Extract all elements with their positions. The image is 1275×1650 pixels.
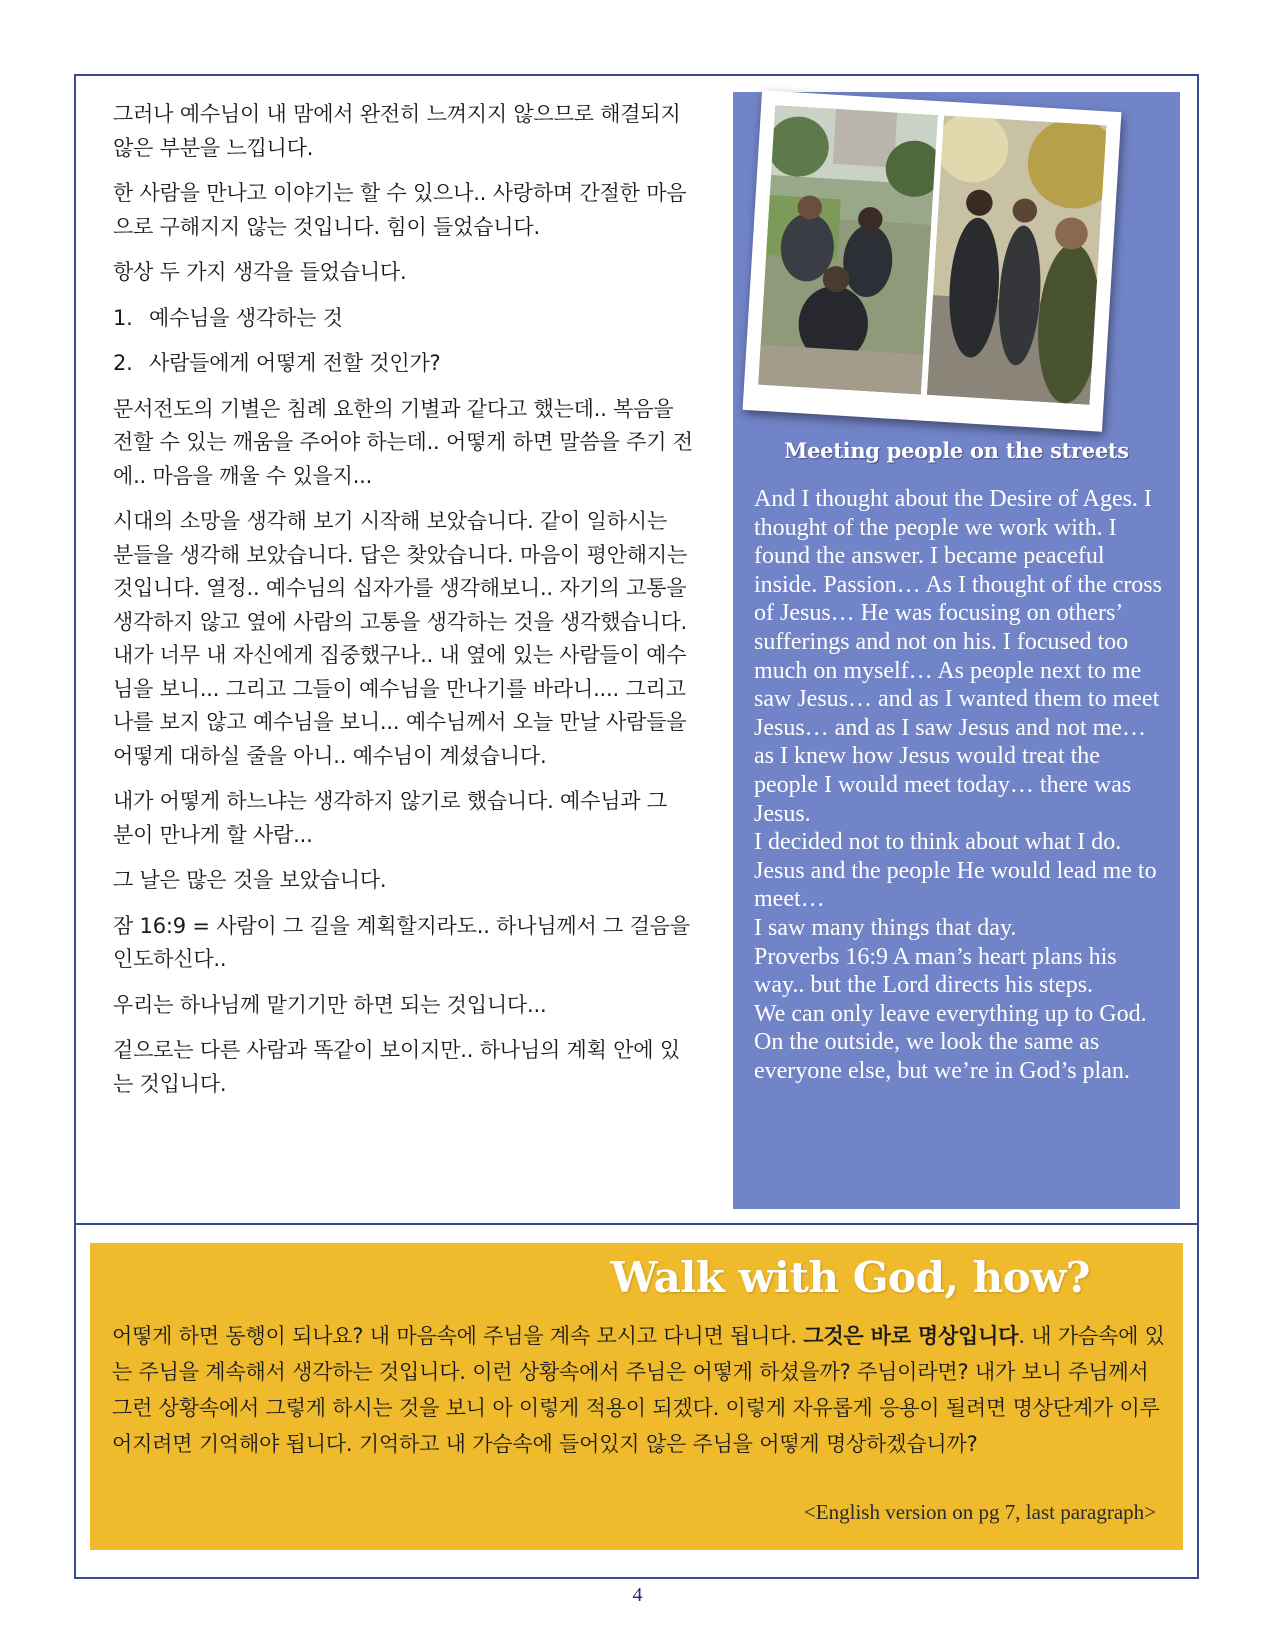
sidebar-paragraph: We can only leave everything up to God. bbox=[754, 1000, 1147, 1027]
article-paragraph: 그러나 예수님이 내 맘에서 완전히 느껴지지 않으므로 해결되지 않은 부분을 느낍니다. bbox=[113, 102, 681, 160]
article-paragraph: 잠 16:9 = 사람이 그 길을 계획할지라도.. 하나님께서 그 걸음을 인도하신다.. bbox=[113, 913, 690, 971]
walk-with-god-text bbox=[112, 1318, 1172, 1462]
list-text: 예수님을 생각하는 것 bbox=[149, 305, 343, 330]
walk-text-bold: 그것은 바로 명상입니다 bbox=[803, 1324, 1019, 1348]
korean-article-column bbox=[113, 98, 693, 1113]
photo-caption: Meeting people on the streets bbox=[784, 438, 1129, 463]
article-paragraph: 문서전도의 기별은 침례 요한의 기별과 같다고 했는데.. 복음을 전할 수 있는 깨움을 주어야 하는데.. 어떻게 하면 말씀을 주기 전에.. 마음을 깨울 수 있을지... bbox=[113, 396, 693, 488]
article-paragraph: 시대의 소망을 생각해 보기 시작해 보았습니다. 같이 일하시는 분들을 생각해 보았습니다. 답은 찾았습니다. 마음이 평안해지는 것입니다. 열정.. 예수님의 십자가를 생각해보니.. 자기의 고통을 생각하지 않고 옆에 사람의 고통을 생각하는 것을 생각했습니다. 내가 너무 내 자신에게 집중했구나.. 내 옆에 있는 사람들이 예수님을 보니... 그리고 그들이 예수님을 만나기를 바라니.... 그리고 나를 보지 않고 예수님을 보니... 예수님께서 오늘 만날 사람들을 어떻게 대하실 줄을 아니.. 예수님이 계셨습니다. bbox=[113, 509, 688, 768]
sidebar-paragraph: I decided not to think about what I do. Jesus and the people He would lead me to meet… bbox=[754, 829, 1157, 913]
article-paragraph: 항상 두 가지 생각을 들었습니다. bbox=[113, 260, 407, 284]
sidebar-paragraph: On the outside, we look the same as everyone else, but we’re in God’s plan. bbox=[754, 1029, 1130, 1084]
page-number: 4 bbox=[632, 1584, 643, 1606]
section-divider bbox=[74, 1223, 1199, 1225]
walk-text-body: . 내 가슴속에 있는 주님을 계속해서 생각하는 것입니다. 이런 상황속에서 주님은 어떻게 하셨을까? 주님이라면? 내가 보니 주님께서 그런 상황속에서 그렇게 하시는 것을 보니 아 이렇게 적용이 되겠다. 이렇게 자유롭게 응용이 될려면 명상단계가 이루어지려면 기억해야 됩니다. 기억하고 내 가슴속에 들어있지 않은 주님을 어떻게 명상하겠습니까? bbox=[112, 1324, 1165, 1456]
photo-right bbox=[927, 115, 1107, 404]
street-photo bbox=[743, 90, 1122, 431]
sidebar-paragraph: And I thought about the Desire of Ages. I thought of the people we work with. I found the answer. I became peaceful inside. Passion… As I thought of the cross of Jesus… He was focusing on others’ sufferings and not on his. I focused too much on myself… As people next to me saw Jesus… and as I wanted them to meet Jesus… and as I saw Jesus and not me… as I knew how Jesus would treat the people I would meet today… there was Jesus. bbox=[754, 486, 1162, 827]
list-number: 1. bbox=[113, 305, 133, 330]
article-paragraph: 그 날은 많은 것을 보았습니다. bbox=[113, 868, 387, 892]
list-number: 2. bbox=[113, 351, 133, 375]
article-paragraph: 한 사람을 만나고 이야기는 할 수 있으나.. 사랑하며 간절한 마음으로 구해지지 않는 것입니다. 힘이 들었습니다. bbox=[113, 181, 687, 239]
article-paragraph: 겉으로는 다른 사람과 똑같이 보이지만.. 하나님의 계획 안에 있는 것입니다. bbox=[113, 1038, 680, 1096]
walk-text-intro: 어떻게 하면 동행이 되나요? 내 마음속에 주님을 계속 모시고 다니면 됩니다. bbox=[112, 1324, 804, 1348]
article-paragraph: 내가 어떻게 하느냐는 생각하지 않기로 했습니다. 예수님과 그 분이 만나게 할 사람... bbox=[113, 789, 667, 847]
list-item bbox=[113, 347, 693, 381]
list-item bbox=[113, 302, 693, 336]
english-version-note: <English version on pg 7, last paragraph> bbox=[803, 1500, 1156, 1524]
article-paragraph: 우리는 하나님께 맡기기만 하면 되는 것입니다... bbox=[113, 992, 547, 1017]
sidebar-paragraph: I saw many things that day. bbox=[754, 914, 1017, 941]
photo-left bbox=[758, 105, 938, 394]
walk-with-god-title: Walk with God, how? bbox=[610, 1253, 1090, 1302]
sidebar-paragraph: Proverbs 16:9 A man’s heart plans his way.. but the Lord directs his steps. bbox=[754, 943, 1117, 999]
list-text: 사람들에게 어떻게 전할 것인가? bbox=[149, 351, 441, 375]
sidebar-english-text bbox=[754, 485, 1166, 1085]
